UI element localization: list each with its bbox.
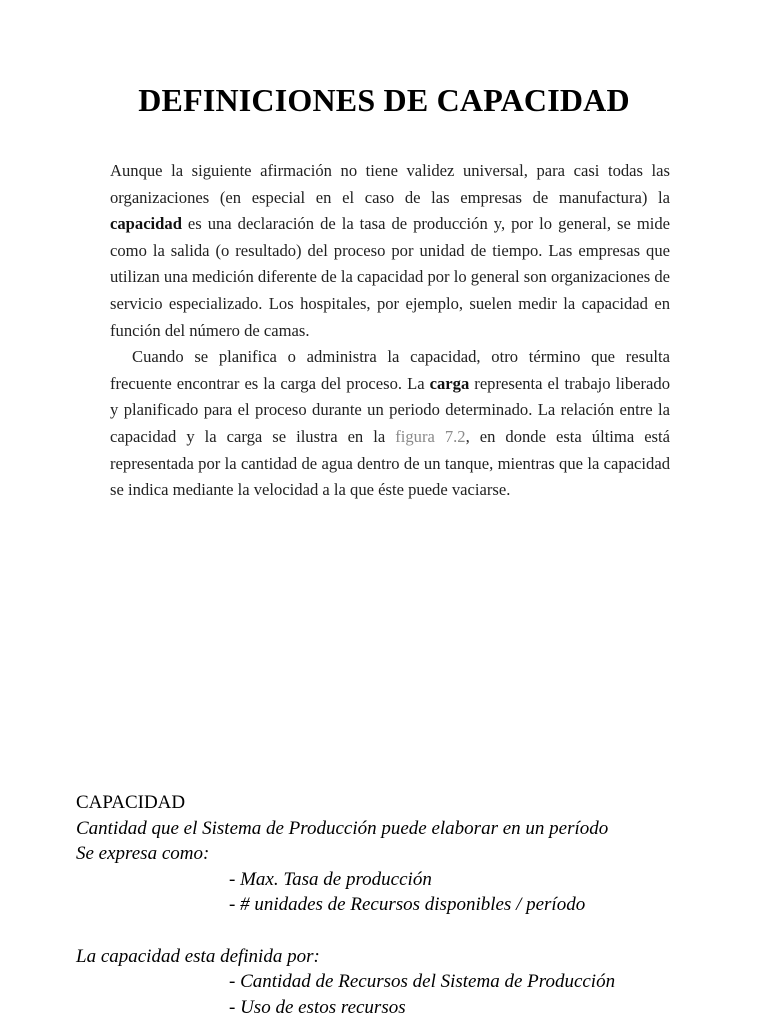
defined-by-label: La capacidad esta definida por: xyxy=(76,945,320,967)
excerpt-p2-text-c: , en donde esta última está representada por la cantidad de agua dentro de un tanque, mientras que la capacidad se indica mediante la velocidad a la que éste puede vaciarse. xyxy=(110,426,670,500)
excerpt-p1-text-b: es una declaración de la tasa de producción y, por lo general, se mide como la salida (o resultado) del proceso por unidad de tiempo. Las empresas que utilizan una medición diferente de la capacidad por lo general son organizaciones de servicio especializado. Los hospitales, por ejemplo, suelen medir la capacidad en función del número de camas. xyxy=(110,214,670,340)
term-carga: carga xyxy=(429,373,470,393)
excerpt-paragraph-2 xyxy=(110,344,670,504)
excerpt-p2-text-b: representa el trabajo liberado y planificado para el proceso durante un periodo determinado. La relación entre la capacidad y la carga se ilustra en la xyxy=(110,373,670,446)
expressed-as-label: Se expresa como: xyxy=(76,843,210,865)
figure-reference: figura 7.2 xyxy=(395,426,466,446)
expression-item: - # unidades de Recursos disponibles / período xyxy=(229,894,586,916)
term-capacidad: capacidad xyxy=(110,214,182,234)
excerpt-p2-text-a: Cuando se planifica o administra la capacidad, otro término que resulta frecuente encontrar es la carga del proceso. La xyxy=(110,347,670,393)
expression-item: - Max. Tasa de producción xyxy=(229,868,432,890)
capacity-notes xyxy=(76,790,736,1020)
textbook-excerpt xyxy=(110,158,670,504)
factor-item: - Uso de estos recursos xyxy=(229,996,406,1018)
excerpt-p1-text-a: Aunque la siguiente afirmación no tiene validez universal, para casi todas las organizaciones (en especial en el caso de las empresas de manufactura) la xyxy=(110,161,670,207)
page-title: DEFINICIONES DE CAPACIDAD xyxy=(138,82,630,118)
spacer xyxy=(76,918,736,944)
capacity-definition: Cantidad que el Sistema de Producción puede elaborar en un período xyxy=(76,817,609,839)
notes-heading: CAPACIDAD xyxy=(76,792,186,813)
excerpt-paragraph-1 xyxy=(110,158,670,344)
factor-item: - Cantidad de Recursos del Sistema de Producción xyxy=(229,971,616,993)
